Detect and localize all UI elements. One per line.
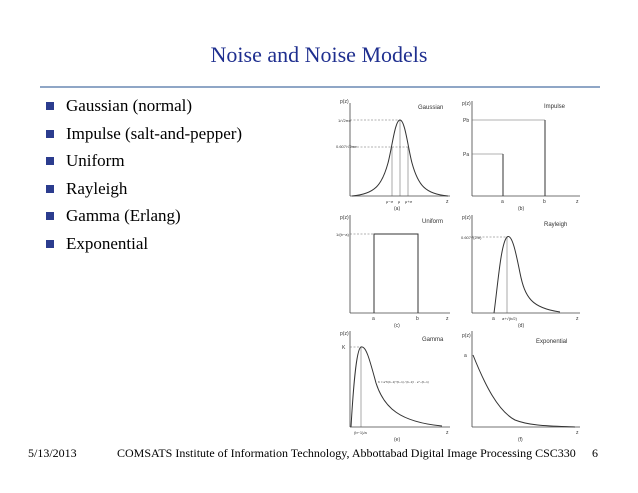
exponential-title: Exponential [536,339,568,345]
bullet-text: Gamma (Erlang) [66,206,181,225]
bullet-item [44,233,242,261]
gaussian-panel [336,99,450,212]
gamma-k-label: K [342,345,346,351]
rayleigh-axis-end: z [576,316,579,322]
exponential-panel [462,331,580,443]
bullet-square-icon [46,240,54,248]
gamma-title: Gamma [422,337,444,343]
bullet-square-icon [46,212,54,220]
bullet-text: Rayleigh [66,178,128,198]
footer-institution-course: COMSATS Institute of Information Technology, Abbottabad Digital Image Processing CSC330 [117,446,576,460]
slide-number: 6 [592,446,598,460]
impulse-x-b: b [543,199,546,205]
bullet-item [44,205,242,233]
uniform-x-a: a [372,316,375,322]
rayleigh-curve [494,236,560,313]
noise-pdf-figures [330,93,582,443]
bullet-item [44,150,242,178]
exponential-a-label: a [464,353,467,359]
uniform-ylabel: p(z) [340,215,349,221]
exponential-axis-end: z [576,430,579,436]
rayleigh-caption: (d) [518,323,525,329]
uniform-curve [374,234,418,313]
rayleigh-ylabel: p(z) [462,215,471,221]
rayleigh-x-peak: a+√(b/2) [502,316,517,321]
rayleigh-x-a: a [492,316,495,322]
exponential-caption: (f) [518,437,523,443]
slide-title: Noise and Noise Models [210,42,428,67]
uniform-level-label: 1/(b−a) [336,232,349,237]
gaussian-caption: (a) [394,206,401,212]
impulse-caption: (b) [518,206,525,212]
gamma-ylabel: p(z) [340,331,349,337]
impulse-x-a: a [501,199,504,205]
uniform-panel [336,215,450,329]
impulse-panel [462,101,580,212]
footer-date: 5/13/2013 [28,446,77,460]
bullet-item [44,178,242,206]
impulse-axis-end: z [576,199,579,205]
exponential-curve [473,355,575,427]
bullet-square-icon [46,185,54,193]
uniform-caption: (c) [394,323,400,329]
gamma-caption: (e) [394,437,401,443]
gamma-x-mode: (b−1)/a [354,430,367,435]
gamma-curve [351,347,442,427]
bullet-item [44,95,242,123]
bullet-square-icon [46,130,54,138]
bullet-item [44,123,242,151]
gaussian-y-mid-label: 0.607/√2πσ [336,144,357,149]
bullet-square-icon [46,102,54,110]
rayleigh-peak-label: 0.607√(2/b) [461,235,482,240]
gamma-panel [340,331,450,443]
uniform-title: Uniform [422,219,444,225]
gaussian-title: Gaussian [418,105,444,111]
impulse-pa-label: Pa [463,152,470,158]
gaussian-ylabel: p(z) [340,99,349,105]
gaussian-axis-end: z [446,199,449,205]
impulse-pb-label: Pb [463,118,470,124]
bullet-square-icon [46,157,54,165]
gaussian-tick-mean: μ [398,199,401,204]
gamma-axis-end: z [446,430,449,436]
exponential-ylabel: p(z) [462,333,471,339]
rayleigh-panel [461,215,580,329]
uniform-axis-end: z [446,316,449,322]
impulse-title: Impulse [544,104,566,110]
gaussian-y-top-label: 1/√2πσ [338,118,351,123]
bullet-text: Uniform [66,151,125,170]
gaussian-tick-minus: μ−σ [386,199,394,204]
rayleigh-title: Rayleigh [544,222,568,228]
impulse-ylabel: p(z) [462,101,471,107]
gamma-formula: K = a^b(b−1)^(b−1) / (b−1)! · e^−(b−1) [378,380,429,384]
bullet-text: Gaussian (normal) [66,96,193,115]
title-divider [40,86,600,88]
bullet-text: Impulse (salt-and-pepper) [66,123,243,143]
gaussian-tick-plus: μ+σ [405,199,413,204]
bullet-text: Exponential [66,233,149,253]
bullet-list [44,95,242,260]
uniform-x-b: b [416,316,419,322]
